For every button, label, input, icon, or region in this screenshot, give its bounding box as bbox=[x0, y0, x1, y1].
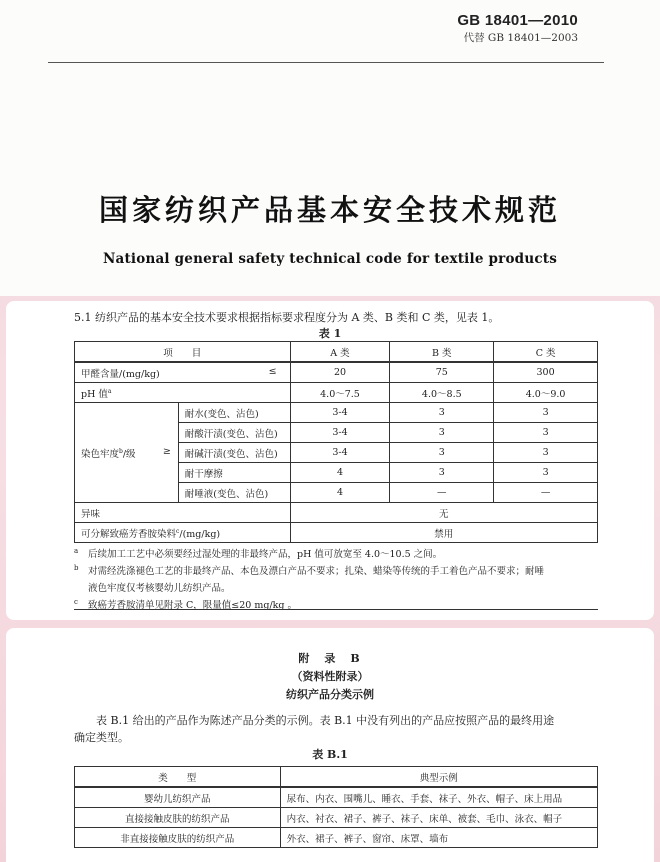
cell: 4 bbox=[290, 463, 390, 483]
formaldehyde-label-text: 甲醛含量/(mg/kg) bbox=[81, 368, 160, 380]
appendix-heading: 纺织产品分类示例 bbox=[286, 688, 374, 701]
dye-label-text: 可分解致癌芳香胺染料 bbox=[81, 528, 177, 540]
fastness-item: 耐干摩擦 bbox=[178, 463, 290, 483]
note-text: 后续加工工艺中必须要经过湿处理的非最终产品，pH 值可放宽至 4.0～10.5 之间。 bbox=[88, 549, 443, 560]
cell: 3 bbox=[494, 403, 598, 423]
formaldehyde-label bbox=[75, 362, 291, 383]
table-header-row bbox=[75, 342, 598, 363]
replaces-code: 代替 GB 18401—2003 bbox=[463, 32, 578, 44]
cell: 3 bbox=[390, 423, 494, 443]
title-english: National general safety technical code for textile products bbox=[103, 251, 557, 267]
header-examples: 典型示例 bbox=[280, 767, 597, 788]
note-b bbox=[74, 563, 606, 580]
header-class-b: B 类 bbox=[390, 342, 494, 363]
fastness-item: 耐酸汗渍(变色、沾色) bbox=[178, 423, 290, 443]
table-row bbox=[75, 523, 598, 543]
cell: 4 bbox=[290, 483, 390, 503]
example-cell: 尿布、内衣、围嘴儿、睡衣、手套、袜子、外衣、帽子、床上用品 bbox=[280, 787, 597, 808]
cell: 4.0～8.5 bbox=[390, 383, 494, 403]
type-cell: 婴幼儿纺织产品 bbox=[75, 787, 281, 808]
note-text: 致癌芳香胺清单见附录 C，限量值≤20 mg/kg 。 bbox=[88, 600, 298, 611]
requirements-panel bbox=[6, 301, 654, 620]
table-row bbox=[75, 362, 598, 383]
paragraph-line-2: 确定类型。 bbox=[74, 731, 129, 744]
cell: 75 bbox=[390, 362, 494, 383]
cell: 3 bbox=[494, 423, 598, 443]
odor-label: 异味 bbox=[75, 503, 291, 523]
cell: 3-4 bbox=[290, 423, 390, 443]
header-item: 项 目 bbox=[75, 342, 291, 363]
header-class-a: A 类 bbox=[290, 342, 390, 363]
note-c bbox=[74, 597, 606, 614]
ph-label-text: pH 值 bbox=[81, 388, 108, 400]
table-row bbox=[75, 828, 598, 848]
cover-panel bbox=[0, 0, 660, 296]
cell: 300 bbox=[494, 362, 598, 383]
table-frame-bottom bbox=[74, 609, 598, 610]
note-text: 对需经洗涤褪色工艺的非最终产品、本色及漂白产品不要求；扎染、蜡染等传统的手工着色产品不要求；耐唾 bbox=[88, 566, 545, 577]
type-cell: 非直接接触皮肤的纺织产品 bbox=[75, 828, 281, 848]
table-row bbox=[75, 808, 598, 828]
cell: 20 bbox=[290, 362, 390, 383]
example-cell: 内衣、衬衣、裙子、裤子、袜子、床单、被套、毛巾、泳衣、帽子 bbox=[280, 808, 597, 828]
cell: 3-4 bbox=[290, 443, 390, 463]
note-b-continued: 液色牢度仅考核婴幼儿纺织产品。 bbox=[88, 583, 231, 594]
cell: 4.0～7.5 bbox=[290, 383, 390, 403]
table-row bbox=[75, 383, 598, 403]
appendix-subtitle: （资料性附录） bbox=[291, 670, 369, 683]
example-cell: 外衣、裙子、裤子、窗帘、床罩、墙布 bbox=[280, 828, 597, 848]
classification-table bbox=[74, 766, 598, 848]
note-a bbox=[74, 546, 606, 563]
cell: 3 bbox=[494, 463, 598, 483]
table-row bbox=[75, 403, 598, 423]
cell: 3 bbox=[390, 403, 494, 423]
odor-value: 无 bbox=[290, 503, 597, 523]
fastness-item: 耐水(变色、沾色) bbox=[178, 403, 290, 423]
fastness-footnote-mark: b bbox=[119, 447, 123, 455]
fastness-item: 耐唾液(变色、沾色) bbox=[178, 483, 290, 503]
ge-symbol: ≥ bbox=[162, 445, 171, 457]
cell: 4.0～9.0 bbox=[494, 383, 598, 403]
section-intro: 5.1 纺织产品的基本安全技术要求根据指标要求程度分为 A 类、B 类和 C 类，见表 1。 bbox=[74, 311, 500, 324]
table-row bbox=[75, 787, 598, 808]
cell: 3 bbox=[494, 443, 598, 463]
cell: — bbox=[390, 483, 494, 503]
table-row bbox=[75, 503, 598, 523]
cell: 3-4 bbox=[290, 403, 390, 423]
dye-unit: /(mg/kg) bbox=[179, 528, 221, 540]
standard-code: GB 18401—2010 bbox=[457, 12, 578, 29]
cell: — bbox=[494, 483, 598, 503]
dye-footnote-mark: c bbox=[176, 527, 180, 535]
fastness-unit: /级 bbox=[122, 448, 136, 460]
appendix-panel bbox=[6, 628, 654, 862]
dye-label bbox=[75, 523, 291, 543]
ph-label bbox=[75, 383, 291, 403]
header-type: 类 型 bbox=[75, 767, 281, 788]
table-header-row bbox=[75, 767, 598, 788]
fastness-label bbox=[75, 403, 179, 503]
appendix-title: 附 录 B bbox=[298, 652, 362, 665]
type-cell: 直接接触皮肤的纺织产品 bbox=[75, 808, 281, 828]
table1-caption: 表 1 bbox=[318, 327, 342, 340]
header-rule bbox=[48, 62, 604, 63]
cell: 3 bbox=[390, 443, 494, 463]
cell: 3 bbox=[390, 463, 494, 483]
ph-footnote-mark: a bbox=[107, 387, 112, 395]
dye-value: 禁用 bbox=[290, 523, 597, 543]
standard-code-block bbox=[457, 12, 578, 45]
fastness-item: 耐碱汗渍(变色、沾色) bbox=[178, 443, 290, 463]
note-mark: c bbox=[74, 598, 78, 606]
table-notes bbox=[74, 546, 606, 614]
requirements-table bbox=[74, 341, 598, 543]
paragraph-line-1: 表 B.1 给出的产品作为陈述产品分类的示例。表 B.1 中没有列出的产品应按照产品的最终用途 bbox=[96, 714, 555, 727]
note-mark: a bbox=[74, 547, 79, 555]
fastness-label-text: 染色牢度 bbox=[81, 448, 120, 460]
le-symbol: ≤ bbox=[268, 365, 277, 377]
tableB1-caption: 表 B.1 bbox=[312, 748, 348, 761]
appendix-paragraph bbox=[74, 712, 610, 746]
header-class-c: C 类 bbox=[494, 342, 598, 363]
title-chinese: 国家纺织产品基本安全技术规范 bbox=[98, 193, 561, 227]
note-mark: b bbox=[74, 564, 79, 572]
